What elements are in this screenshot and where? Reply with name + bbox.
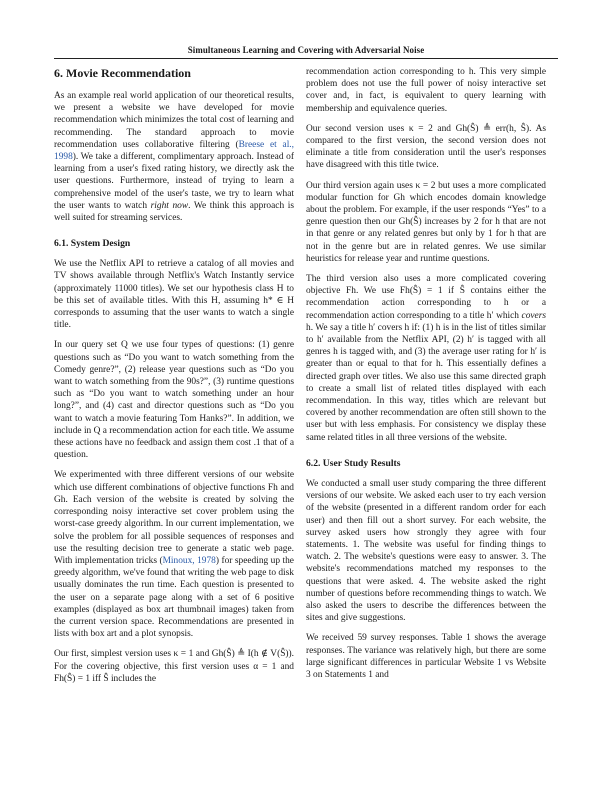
right-column	[306, 66, 546, 689]
design-paragraph-1: We use the Netflix API to retrieve a catalog of all movies and TV shows available through Netflix's Watch Instantly service (approximately 11000 titles). We set our hypothesis class H to be this set of available titles. With this H, assuming h* ∈ H corresponds to assuming that the user wants to watch a single title.	[54, 259, 294, 331]
study-paragraph-1: We conducted a small user study comparing the three different versions of our website. We asked each user to try each version of the website (presented in a different random order for each user) and then fill out a short survey. For each website, the survey asked users how strongly they agree with four statements. 1. The website was useful for finding things to watch. 2. The website's questions were easy to answer. 3. The website's recommendations matched my responses to the questions that were asked. 4. The website asked the right number of questions before recommending things to watch. We also asked the users to describe the differences between the sites and give suggestions.	[306, 478, 546, 624]
design-paragraph-2: In our query set Q we use four types of questions: (1) genre questions such as “Do you want to watch something from the Comedy genre?”, (2) release year questions such as “Do you want to watch something from the 90s?”, (3) runtime questions such as “Do you want to watch something under an hour long?”, and (4) cast and director questions such as “Do you want to watch a movie featuring Tom Hanks?”. In addition, we include in Q a recommendation action for each title. We assume these actions have no feedback and assign them cost .1 that of a question.	[54, 340, 294, 461]
left-column	[54, 66, 294, 693]
design-paragraph-6: Our second version uses κ = 2 and Gh(Ŝ) ≜ err(h, Ŝ). As compared to the first version, the second version does not eliminate a title from consideration until the user's responses have disagreed with this title twice.	[306, 123, 546, 171]
citation-minoux[interactable]: Minoux, 1978	[162, 555, 216, 566]
running-head: Simultaneous Learning and Covering with Adversarial Noise	[187, 45, 425, 55]
citation-breese[interactable]: Breese et al., 1998	[54, 139, 294, 163]
intro-paragraph: As an example real world application of our theoretical results, we present a website we have developed for movie recommendation which minimizes the total cost of learning and recommending. The standard approach to movie recommendation uses collaborative filtering (Breese et al., 1998). We take a different, complimentary approach. Instead of learning from a user's fixed rating history, we directly ask the user questions. Furthermore, instead of trying to learn a comprehensive model of the user's taste, we try to learn what the user wants to watch right now. We think this approach is well suited for streaming services.	[54, 91, 294, 224]
design-paragraph-3: We experimented with three different versions of our website which use different combinations of objective functions Fh and Gh. Each version of the website is created by solving the corresponding noisy interactive set cover problem using the worst-case greedy algorithm. In our current implementation, we solve the problem for all possible sequences of responses and use the resulting decision tree to generate a static web page. With implementation tricks (Minoux, 1978) for speeding up the greedy algorithm, we've found that writing the web page to disk usually dominates the run time. Each question is presented to the user on a separate page along with a set of 6 positive examples (displayed as box art thumbnail images) taken from the current version space. Recommendations are presented in lists with box art and a plot synopsis.	[54, 470, 294, 640]
header-rule	[54, 58, 558, 59]
subsection-title-study: 6.2. User Study Results	[306, 457, 401, 469]
study-paragraph-2: We received 59 survey responses. Table 1 shows the average responses. The variance was relatively high, but there are some large significant differences in particular Website 1 vs Website 3 on Statements 1 and	[306, 633, 546, 680]
section-title: 6. Movie Recommendation	[54, 66, 191, 80]
design-paragraph-8: The third version also uses a more complicated covering objective Fh. We use Fh(Ŝ) = 1 if Ŝ contains either the recommendation action corresponding to h or a recommendation action corresponding to a title h′ which covers h. We say a title h′ covers h if: (1) h is in the list of titles similar to h′ available from the Netflix API, (2) h′ is tagged with all genres h is tagged with, and (3) the average user rating for h′ is greater than or equal to that for h. This essentially defines a directed graph over titles. We also use this same directed graph to create a small list of related titles displayed with each recommendation. In this way, titles which are relevant but covered by another recommendation are often still shown to the user but with less emphasis. For consistency we display these same related titles in all three versions of the website.	[306, 274, 546, 443]
design-paragraph-5: recommendation action corresponding to h. This very simple problem does not use the full power of noisy interactive set cover and, in fact, is equivalent to query learning with membership and equivalence queries.	[306, 67, 546, 114]
design-paragraph-4: Our first, simplest version uses κ = 1 and Gh(Ŝ) ≜ I(h ∉ V(Ŝ)). For the covering objective, this first version uses α = 1 and Fh(Ŝ) = 1 iff Ŝ includes the	[54, 649, 294, 684]
subsection-title-design: 6.1. System Design	[54, 238, 131, 250]
design-paragraph-7: Our third version again uses κ = 2 but uses a more complicated modular function for Gh which encodes domain knowledge about the problem. For example, if the user responds “Yes” to a genre question then our Gh(Ŝ) increases by 2 for h that are not in that genre or any related genres but only by 1 for h that are not in the genre but are in related genres. We use similar heuristics for release year and runtime questions.	[306, 180, 546, 264]
